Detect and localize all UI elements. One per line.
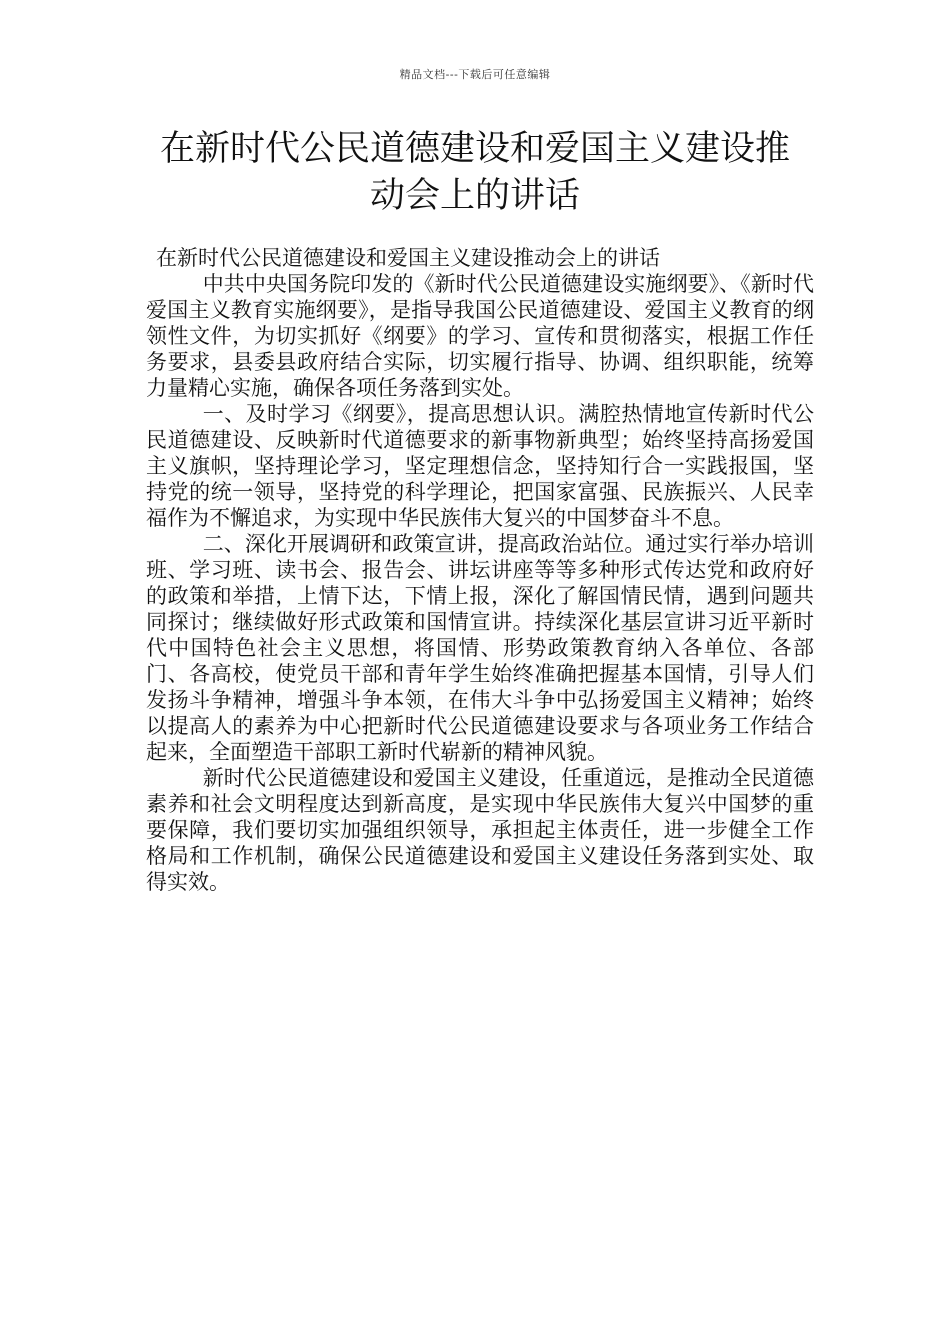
document-title-line-2: 动会上的讲话 — [369, 176, 580, 216]
document-title-line-1: 在新时代公民道德建设和爱国主义建设推 — [159, 129, 790, 169]
paragraph-section-2: 二、深化开展调研和政策宣讲，提高政治站位。通过实行举办培训班、学习班、读书会、报告会、讲坛讲座等等多种形式传达党和政府好的政策和举措，上情下达，下情上报，深化了解国情民情，遇到问题共同探讨；继续做好形式政策和国情宣讲。持续深化基层宣讲习近平新时代中国特色社会主义思想，将国情、形势政策教育纳入各单位、各部门、各高校，使党员干部和青年学生始终准确把握基本国情，引导人们发扬斗争精神，增强斗争本领，在伟大斗争中弘扬爱国主义精神；始终以提高人的素养为中心把新时代公民道德建设要求与各项业务工作结合起来，全面塑造干部职工新时代崭新的精神风貌。 — [146, 532, 814, 764]
document-title — [150, 126, 800, 220]
header-note: 精品文档---下载后可任意编辑 — [399, 68, 551, 81]
document-body — [146, 245, 814, 895]
paragraph-intro: 中共中央国务院印发的《新时代公民道德建设实施纲要》、《新时代爱国主义教育实施纲要》，是指导我国公民道德建设、爱国主义教育的纲领性文件，为切实抓好《纲要》的学习、宣传和贯彻落实，根据工作任务要求，县委县政府结合实际，切实履行指导、协调、组织职能，统筹力量精心实施，确保各项任务落到实处。 — [146, 272, 814, 400]
document-subtitle: 在新时代公民道德建设和爱国主义建设推动会上的讲话 — [156, 246, 660, 270]
paragraph-section-1: 一、及时学习《纲要》，提高思想认识。满腔热情地宣传新时代公民道德建设、反映新时代道德要求的新事物新典型；始终坚持高扬爱国主义旗帜，坚持理论学习，坚定理想信念，坚持知行合一实践报国，坚持党的统一领导，坚持党的科学理论，把国家富强、民族振兴、人民幸福作为不懈追求，为实现中华民族伟大复兴的中国梦奋斗不息。 — [146, 402, 814, 530]
paragraph-conclusion: 新时代公民道德建设和爱国主义建设，任重道远，是推动全民道德素养和社会文明程度达到新高度，是实现中华民族伟大复兴中国梦的重要保障，我们要切实加强组织领导，承担起主体责任，进一步健全工作格局和工作机制，确保公民道德建设和爱国主义建设任务落到实处、取得实效。 — [146, 766, 814, 894]
